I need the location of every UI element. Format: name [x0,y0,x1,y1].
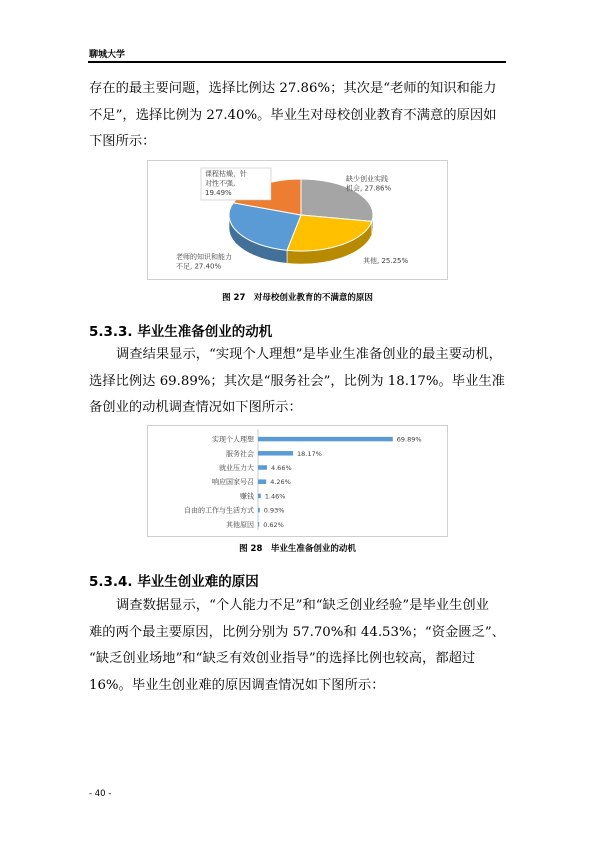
bar [258,465,267,470]
pie-chart [148,161,447,279]
pie-label: 对性不强, [205,179,236,188]
pie-label: 课程枯燥，针 [205,170,247,178]
bar-chart [148,426,447,536]
paragraph-line: 调查数据显示，“个人能力不足”和“缺乏创业经验”是毕业生创业 [116,598,489,613]
header-rule [88,61,506,63]
bar-category-label: 就业压力大 [219,464,254,472]
paragraph-line: 选择比例达 69.89%；其次是“服务社会”，比例为 18.17%。毕业生准 [89,373,505,389]
paragraph-line: 难的两个最主要原因，比例分别为 57.70%和 44.53%；“资金匮乏”、 [89,624,505,640]
fig28-caption: 图 28 毕业生准备创业的动机 [239,544,356,554]
pie-label: 不足, 27.40% [176,262,222,271]
fig27-chart [147,160,448,280]
section-5-3-4-title: 5.3.4. 毕业生创业难的原因 [89,574,259,590]
bar-category-label: 自由的工作与生活方式 [184,506,254,515]
bar [258,479,266,484]
section-5-3-3-title: 5.3.3. 毕业生准备创业的动机 [89,324,273,340]
paragraph-line: 下图所示： [89,134,156,149]
bar-value-label: 4.66% [270,464,292,472]
pie-label: 19.49% [205,189,232,197]
paragraph-1 [89,76,507,156]
bar [258,522,259,527]
bar [258,508,260,512]
paragraph-3 [89,593,507,699]
bar-category-label: 响应国家号召 [212,478,254,487]
paragraph-line: 备创业的动机调查情况如下图所示： [89,400,302,415]
bar [258,437,393,442]
paragraph-line: “缺乏创业场地”和“缺乏有效创业指导”的选择比例也较高，都超过 [89,651,476,666]
paragraph-line: 不足”，选择比例为 27.40%。毕业生对母校创业教育不满意的原因如 [89,107,497,123]
pie-label: 其他, 25.25% [363,257,409,265]
bar-value-label: 0.62% [263,520,284,529]
bar-category-label: 其他原因 [226,520,254,529]
pie-label: 机会, 27.86% [346,184,392,193]
paragraph-line: 16%。毕业生创业难的原因调查情况如下图所示： [89,677,385,693]
fig27-caption: 图 27 对母校创业教育的不满意的原因 [222,293,373,303]
bar-category-label: 服务社会 [226,449,254,458]
page-number: - 40 - [89,789,112,799]
bar-category-label: 赚钱 [240,492,254,501]
bar-value-label: 0.93% [263,506,285,515]
bar-category-label: 实现个人理想 [212,435,254,444]
bar [258,494,261,499]
paragraph-2 [89,342,507,422]
pie-label: 缺少创业实践 [346,175,388,183]
paragraph-line: 调查结果显示，“实现个人理想”是毕业生准备创业的最主要动机， [116,347,502,362]
header-title: 聊城大学 [89,50,126,60]
fig28-chart [147,425,448,537]
bar-value-label: 4.26% [270,478,291,487]
paragraph-line: 存在的最主要问题，选择比例达 27.86%；其次是“老师的知识和能力 [89,81,497,96]
bar-value-label: 69.89% [396,435,422,444]
bar-value-label: 1.46% [264,492,286,501]
bar-value-label: 18.17% [297,449,322,458]
pie-label: 老师的知识和能力 [176,253,232,261]
bar [258,451,293,456]
